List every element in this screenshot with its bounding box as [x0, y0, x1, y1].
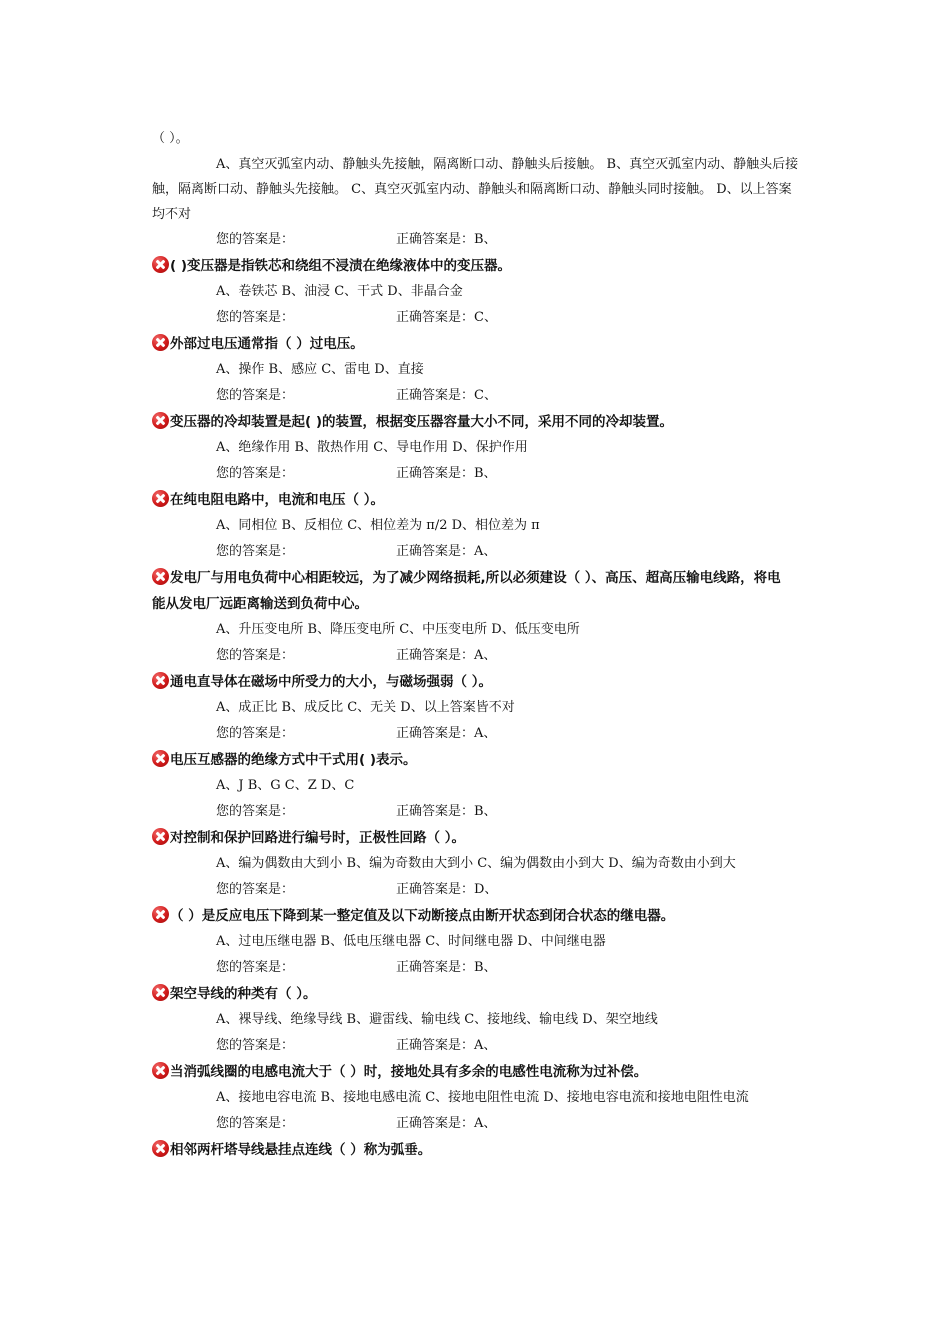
your-answer-label: 您的答案是：	[216, 232, 295, 247]
answer-line: 您的答案是： 正确答案是：A、	[216, 726, 497, 741]
question-options: A、过电压继电器 B、低电压继电器 C、时间继电器 D、中间继电器	[216, 934, 606, 949]
answer-line: 您的答案是： 正确答案是：B、	[216, 466, 497, 481]
wrong-answer-icon	[152, 828, 169, 845]
question-stem: 电压互感器的绝缘方式中干式用( )表示。	[152, 747, 802, 773]
question-stem: 对控制和保护回路进行编号时，正极性回路（ ）。	[152, 825, 802, 851]
wrong-answer-icon	[152, 750, 169, 767]
question-stem: 相邻两杆塔导线悬挂点连线（ ）称为弧垂。	[152, 1137, 802, 1163]
wrong-answer-icon	[152, 490, 169, 507]
question-stem: 外部过电压通常指（ ）过电压。	[152, 331, 802, 357]
wrong-answer-icon	[152, 334, 169, 351]
question-options: A、接地电容电流 B、接地电感电流 C、接地电阻性电流 D、接地电容电流和接地电阻性电流	[216, 1090, 749, 1105]
question-options: A、卷铁芯 B、油浸 C、干式 D、非晶合金	[216, 284, 463, 299]
wrong-answer-icon	[152, 1140, 169, 1157]
question-options: A、升压变电所 B、降压变电所 C、中压变电所 D、低压变电所	[216, 622, 580, 637]
answer-line: 您的答案是： 正确答案是：A、	[216, 1116, 497, 1131]
question-options: A、编为偶数由大到小 B、编为奇数由大到小 C、编为偶数由小到大 D、编为奇数由小到大	[216, 856, 736, 871]
question-stem: ( )变压器是指铁芯和绕组不浸渍在绝缘液体中的变压器。	[152, 253, 802, 279]
question-stem: （ ）是反应电压下降到某一整定值及以下动断接点由断开状态到闭合状态的继电器。	[152, 903, 802, 929]
answer-line: 您的答案是： 正确答案是：B、	[216, 804, 497, 819]
question-stem: 通电直导体在磁场中所受力的大小，与磁场强弱（ ）。	[152, 669, 802, 695]
wrong-answer-icon	[152, 568, 169, 585]
intro-options: A、真空灭弧室内动、静触头先接触，隔离断口动、静触头后接触。 B、真空灭弧室内动、静触头后接触，隔离断口动、静触头先接触。 C、真空灭弧室内动、静触头和隔离断口动、静触头同时接触。 D、以上答案均不对	[152, 157, 799, 222]
question-options: A、J B、G C、Z D、C	[216, 778, 355, 793]
wrong-answer-icon	[152, 672, 169, 689]
answer-line: 您的答案是： 正确答案是：B、	[216, 960, 497, 975]
correct-answer: 正确答案是：B、	[396, 232, 497, 247]
answer-line: 您的答案是： 正确答案是：A、	[216, 544, 497, 559]
question-options: A、绝缘作用 B、散热作用 C、导电作用 D、保护作用	[216, 440, 528, 455]
question-options: A、成正比 B、成反比 C、无关 D、以上答案皆不对	[216, 700, 515, 715]
question-stem: 架空导线的种类有（ ）。	[152, 981, 802, 1007]
question-stem: 在纯电阻电路中，电流和电压（ ）。	[152, 487, 802, 513]
question-stem: 变压器的冷却装置是起( )的装置，根据变压器容量大小不同，采用不同的冷却装置。	[152, 409, 802, 435]
wrong-answer-icon	[152, 984, 169, 1001]
answer-line: 您的答案是： 正确答案是：C、	[216, 388, 497, 403]
quiz-document	[152, 126, 802, 1163]
intro-answer-line	[152, 227, 802, 253]
question-options: A、同相位 B、反相位 C、相位差为 π/2 D、相位差为 π	[216, 518, 540, 533]
wrong-answer-icon	[152, 256, 169, 273]
question-options: A、操作 B、感应 C、雷电 D、直接	[216, 362, 424, 377]
answer-line: 您的答案是： 正确答案是：A、	[216, 1038, 497, 1053]
question-stem: 发电厂与用电负荷中心相距较远，为了减少网络损耗,所以必须建设（ ）、高压、超高压输电线路，将电能从发电厂远距离输送到负荷中心。	[152, 570, 781, 612]
wrong-answer-icon	[152, 1062, 169, 1079]
wrong-answer-icon	[152, 412, 169, 429]
question-options: A、裸导线、绝缘导线 B、避雷线、输电线 C、接地线、输电线 D、架空地线	[216, 1012, 658, 1027]
answer-line: 您的答案是： 正确答案是：D、	[216, 882, 498, 897]
wrong-answer-icon	[152, 906, 169, 923]
answer-line: 您的答案是： 正确答案是：A、	[216, 648, 497, 663]
answer-line: 您的答案是： 正确答案是：C、	[216, 310, 497, 325]
question-stem: 当消弧线圈的电感电流大于（ ）时，接地处具有多余的电感性电流称为过补偿。	[152, 1059, 802, 1085]
intro-stem: （ ）。	[152, 131, 189, 146]
